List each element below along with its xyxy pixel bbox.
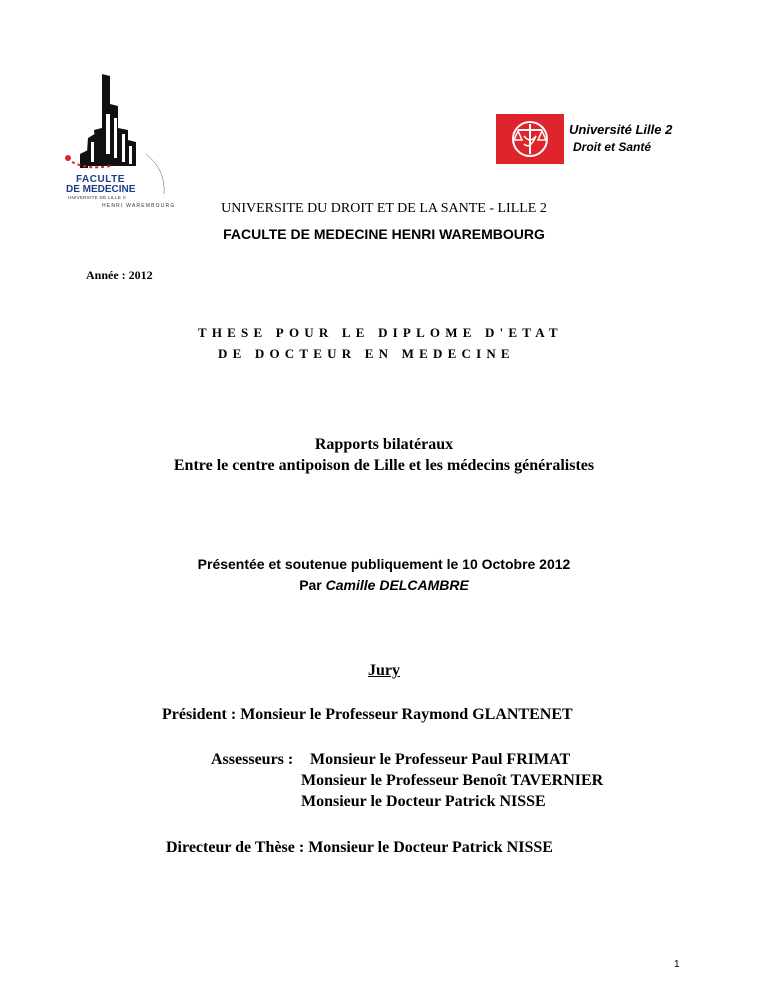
faculte-logo-arc-text: HENRI WAREMBOURG [102, 203, 176, 209]
thesis-line2: DE DOCTEUR EN MEDECINE [218, 346, 515, 361]
jury-directeur: Directeur de Thèse : Monsieur le Docteur Patrick NISSE [166, 839, 553, 856]
year-label: Année : [86, 268, 126, 282]
year-value: 2012 [128, 268, 153, 282]
universite-logo-badge [496, 114, 564, 164]
jury-assesseur: Monsieur le Docteur Patrick NISSE [301, 793, 546, 810]
thesis-title-line1: Rapports bilatéraux [314, 436, 454, 453]
jury-assesseurs-label: Assesseurs : [211, 751, 294, 768]
thesis-line1: THESE POUR LE DIPLOME D'ETAT [198, 325, 563, 340]
presentation-author-line [0, 577, 768, 593]
presentation-date: Présentée et soutenue publiquement le 10 Octobre 2012 [197, 556, 571, 572]
thesis-title-line2: Entre le centre antipoison de Lille et les médecins généralistes [173, 457, 595, 474]
jury-assesseur: Monsieur le Professeur Benoît TAVERNIER [301, 772, 604, 789]
jury-heading: Jury [368, 662, 400, 679]
author-name: Camille DELCAMBRE [325, 577, 469, 593]
universite-logo-line2: Droit et Santé [573, 140, 652, 154]
jury-president: Président : Monsieur le Professeur Raymond GLANTENET [162, 706, 573, 723]
universite-logo [496, 114, 686, 166]
universite-logo-line1: Université Lille 2 [569, 122, 673, 137]
faculte-logo [58, 70, 188, 215]
year-line [86, 268, 153, 283]
author-prefix: Par [299, 577, 322, 593]
faculte-logo-line2: DE MEDECINE [66, 184, 136, 195]
faculte-logo-line3: UNIVERSITE DE LILLE II [68, 195, 126, 200]
page-number: 1 [674, 959, 680, 970]
jury-assesseur: Monsieur le Professeur Paul FRIMAT [310, 751, 571, 768]
university-name: UNIVERSITE DU DROIT ET DE LA SANTE - LILLE 2 [221, 201, 547, 216]
faculte-logo-line1: FACULTE [76, 174, 125, 185]
faculty-name: FACULTE DE MEDECINE HENRI WAREMBOURG [223, 226, 545, 242]
scales-of-justice-icon [496, 114, 564, 164]
